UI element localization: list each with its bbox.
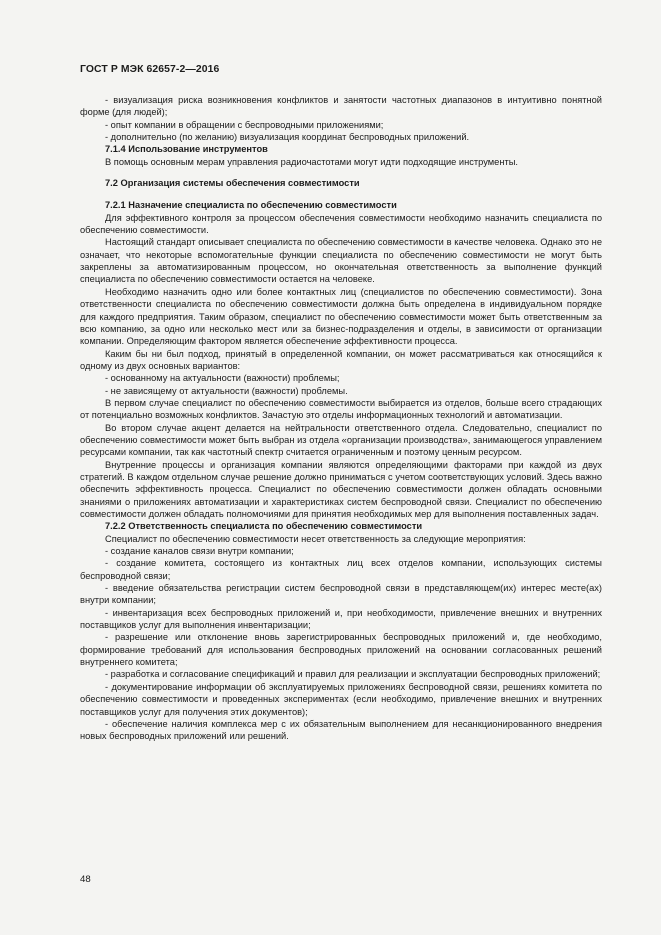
list-item: - основанному на актуальности (важности) проблемы; — [105, 373, 340, 384]
list-item: - визуализация риска возникновения конфликтов и занятости частотных диапазонов в интуитивно понятной форме (для людей); — [80, 95, 602, 118]
section-heading: 7.2.2 Ответственность специалиста по обеспечению совместимости — [105, 521, 423, 532]
page-number: 48 — [80, 874, 91, 885]
standard-header: ГОСТ Р МЭК 62657-2—2016 — [80, 64, 220, 75]
paragraph: В помощь основным мерам управления радиочастотами могут идти подходящие инструменты. — [105, 156, 518, 167]
paragraph: В первом случае специалист по обеспечению совместимости выбирается из отделов, больше всего страдающих от потенциально возможных конфликтов. Зачастую это отделы информационных технологий и автоматизации. — [80, 397, 602, 421]
paragraph: Во втором случае акцент делается на нейтральности ответственного отдела. Следовательно, специалист по обеспечению совместимости может быть выбран из отдела «организации производства», занимающегося управлением ресурсами компании, так как частотный спектр считается ограниченным и поэтому ценным ресурсом. — [80, 422, 602, 458]
paragraph: Каким бы ни был подход, принятый в определенной компании, он может рассматриваться как относящийся к одному из двух основных вариантов: — [80, 348, 602, 371]
list-item: - документирование информации об эксплуатируемых приложениях беспроводной связи, решениях комитета по обеспечению совместимости и проведенных экспериментах (если необходимо, привлечение внешних и внутренних поставщиков услуг для получения этих документов); — [80, 681, 602, 717]
section-heading: 7.2 Организация системы обеспечения совместимости — [105, 178, 360, 189]
list-item: - разработка и согласование спецификаций и правил для реализации и эксплуатации беспроводных приложений; — [105, 669, 601, 680]
list-item: - дополнительно (по желанию) визуализация координат беспроводных приложений. — [105, 132, 470, 143]
list-item: - разрешение или отклонение вновь зарегистрированных беспроводных приложений и, где необходимо, формирование требований для использования беспроводных приложений на основании согласованных решений внутреннего комитета; — [80, 632, 602, 668]
section-heading: 7.2.1 Назначение специалиста по обеспечению совместимости — [105, 200, 397, 211]
paragraph: Внутренние процессы и организация компании являются определяющими факторами при каждой из двух стратегий. В каждом отдельном случае решение должно приниматься с учетом соответствующих условий. Здесь важно обеспечить эффективность процесса. Специалист по обеспечению совместимости должен обладать основными знаниями о приложениях автоматизации и характеристиках систем беспроводной связи. Специалист по обеспечению совместимости должен обладать полномочиями для принятия необходимых мер для выполнения поставленных задач. — [80, 459, 602, 519]
list-item: - обеспечение наличия комплекса мер с их обязательным выполнением для несанкционированного внедрения новых беспроводных приложений или решений. — [80, 718, 602, 742]
list-item: - инвентаризация всех беспроводных приложений и, при необходимости, привлечение внешних и внутренних поставщиков услуг для выполнения инвентаризации; — [80, 607, 602, 631]
paragraph: Настоящий стандарт описывает специалиста по обеспечению совместимости в качестве человека. Однако это не означает, что некоторые вспомогательные функции специалиста по обеспечению совместимости не могут быть закреплены за автоматизированным процессом, но окончательная ответственность за выполнение функций специалиста по обеспечению совместимости остается на человеке. — [80, 237, 602, 285]
list-item: - создание комитета, состоящего из контактных лиц всех отделов компании, использующих системы беспроводной связи; — [80, 558, 602, 581]
section-heading: 7.1.4 Использование инструментов — [105, 144, 268, 155]
list-item: - опыт компании в обращении с беспроводными приложениями; — [105, 119, 384, 130]
paragraph: Для эффективного контроля за процессом обеспечения совместимости необходимо назначить специалиста по обеспечению совместимости. — [80, 212, 602, 236]
list-item: - введение обязательства регистрации систем беспроводной связи в представляющем(их) интерес месте(ах) внутри компании; — [80, 583, 602, 606]
list-item: - не зависящему от актуальности (важности) проблемы. — [105, 385, 348, 396]
list-item: - создание каналов связи внутри компании; — [105, 546, 294, 557]
paragraph: Специалист по обеспечению совместимости несет ответственность за следующие мероприятия: — [105, 533, 526, 544]
document-body — [80, 94, 602, 743]
paragraph: Необходимо назначить одно или более контактных лиц (специалистов по обеспечению совместимости). Зона ответственности специалиста по обеспечению совместимости должна быть определена в индивидуальном порядке для каждого предприятия. Таким образом, специалист по обеспечению совместимости может быть ответственным за всю компанию, за одно или несколько мест или за бизнес-подразделения и отделы, в зависимости от организации компании. Определяющим фактором является обеспечение эффективности процесса. — [80, 286, 602, 347]
